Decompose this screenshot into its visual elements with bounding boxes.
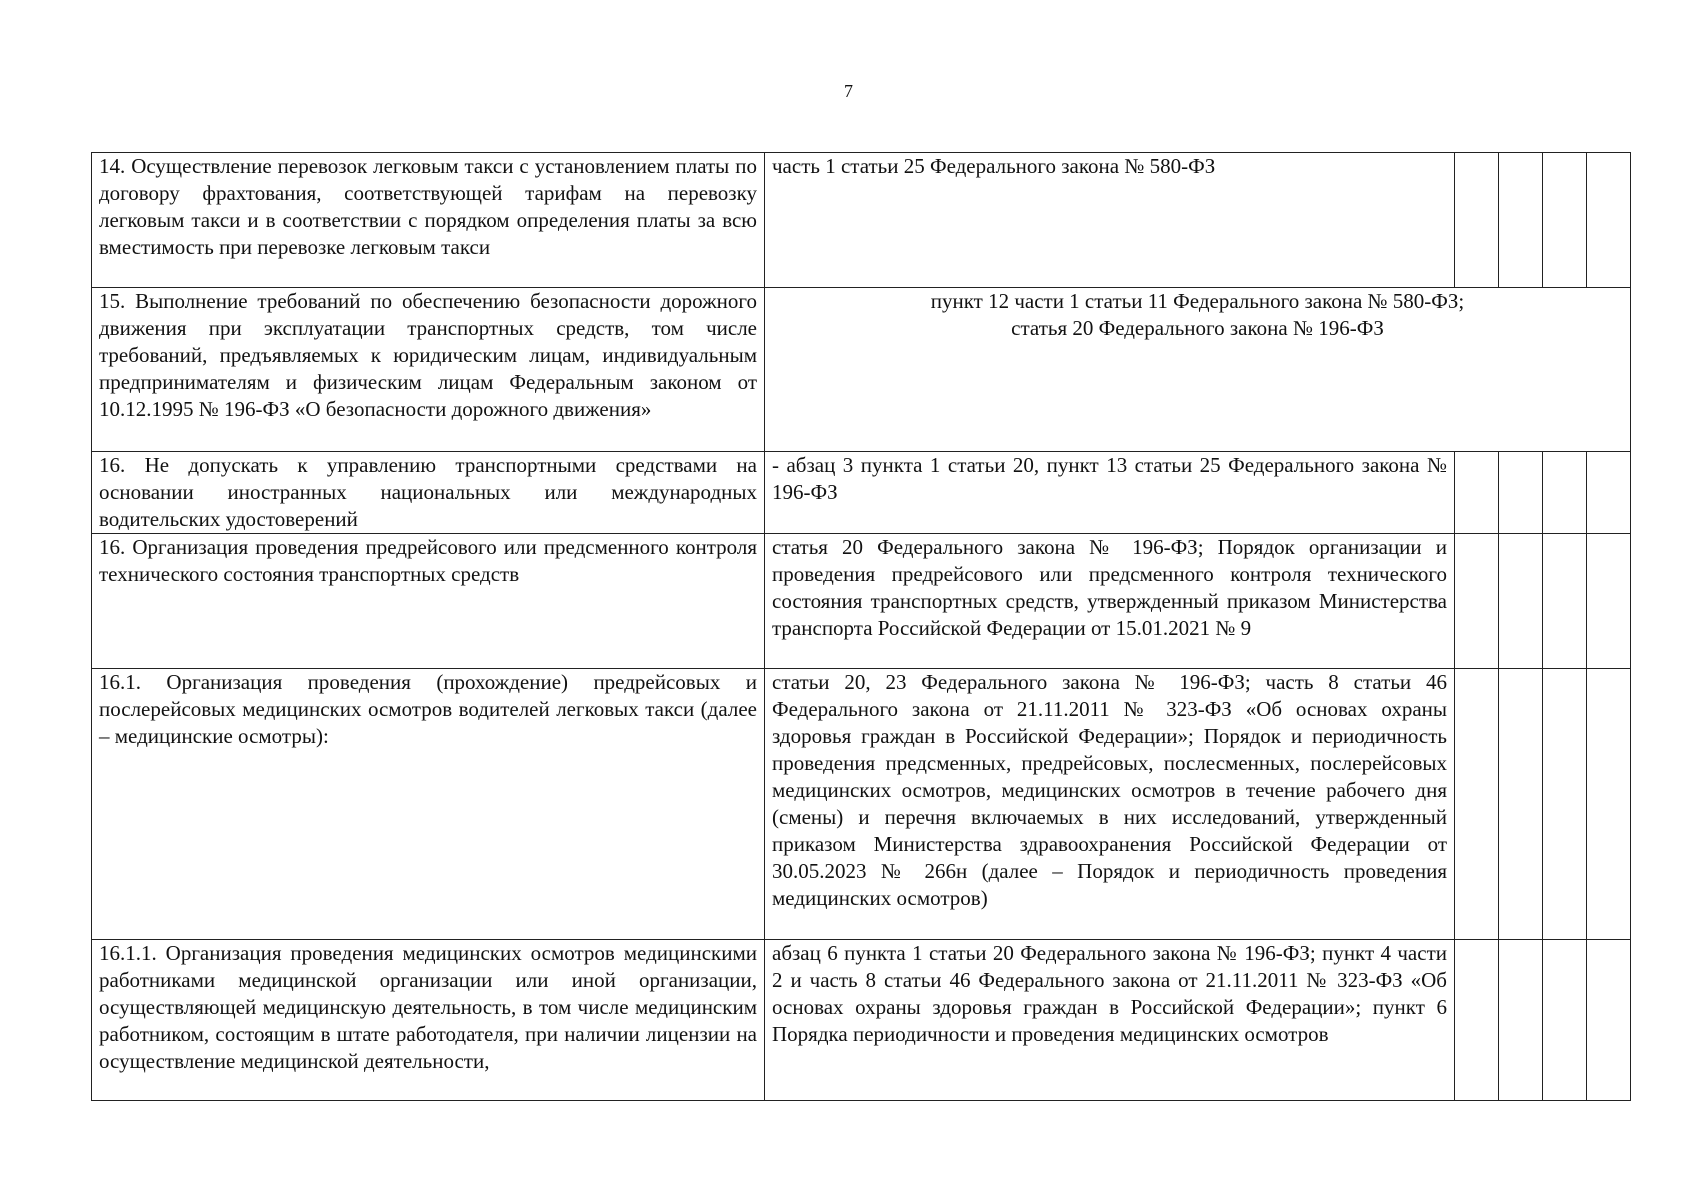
norm-cell: часть 1 статьи 25 Федерального закона № 580-ФЗ [765,153,1455,288]
norm-cell: статья 20 Федерального закона № 196-ФЗ; Порядок организации и проведения предрейсового или предсменного контроля технического состояния транспортных средств, утвержденный приказом Министерства транспорта Российской Федерации от 15.01.2021 № 9 [765,534,1455,669]
requirement-cell: 16. Организация проведения предрейсового или предсменного контроля технического состояния транспортных средств [92,534,765,669]
table-row-16-1-1 [92,940,1631,1101]
answer-not-applicable-cell[interactable] [1543,940,1587,1101]
answer-no-cell[interactable] [1499,669,1543,940]
answer-note-cell[interactable] [1587,669,1631,940]
norm-cell: - абзац 3 пункта 1 статьи 20, пункт 13 статьи 25 Федерального закона № 196-ФЗ [765,452,1455,534]
answer-yes-cell[interactable] [1455,534,1499,669]
answer-no-cell[interactable] [1499,452,1543,534]
answer-no-cell[interactable] [1499,940,1543,1101]
answer-yes-cell[interactable] [1455,669,1499,940]
answer-note-cell[interactable] [1587,153,1631,288]
requirement-cell: 16.1. Организация проведения (прохождение) предрейсовых и послерейсовых медицинских осмотров водителей легковых такси (далее – медицинские осмотры): [92,669,765,940]
answer-yes-cell[interactable] [1455,153,1499,288]
norm-cell: абзац 6 пункта 1 статьи 20 Федерального закона № 196-ФЗ; пункт 4 части 2 и часть 8 статьи 46 Федерального закона от 21.11.2011 № 323-ФЗ «Об основах охраны здоровья граждан в Российской Федерации»; пункт 6 Порядка периодичности и проведения медицинских осмотров [765,940,1455,1101]
requirement-cell: 16.1.1. Организация проведения медицинских осмотров медицинскими работниками медицинской организации или иной организации, осуществляющей медицинскую деятельность, в том числе медицинским работником, состоящим в штате работодателя, при наличии лицензии на осуществление медицинской деятельности, [92,940,765,1101]
answer-not-applicable-cell[interactable] [1543,452,1587,534]
checklist-table [91,152,1631,1101]
norm-line: статья 20 Федерального закона № 196-ФЗ [1011,316,1384,340]
answer-not-applicable-cell[interactable] [1543,153,1587,288]
table-row-14 [92,153,1631,288]
answer-no-cell[interactable] [1499,534,1543,669]
answer-no-cell[interactable] [1499,153,1543,288]
answer-note-cell[interactable] [1587,534,1631,669]
table-row-16-licenses [92,452,1631,534]
requirement-cell: 16. Не допускать к управлению транспортными средствами на основании иностранных национальных или международных водительских удостоверений [92,452,765,534]
norm-line: пункт 12 части 1 статьи 11 Федерального закона № 580-ФЗ; [930,289,1465,313]
answer-note-cell[interactable] [1587,452,1631,534]
answer-not-applicable-cell[interactable] [1543,669,1587,940]
table-row-16-1 [92,669,1631,940]
answer-yes-cell[interactable] [1455,940,1499,1101]
answer-yes-cell[interactable] [1455,452,1499,534]
norm-cell: статьи 20, 23 Федерального закона № 196-ФЗ; часть 8 статьи 46 Федерального закона от 21.11.2011 № 323-ФЗ «Об основах охраны здоровья граждан в Российской Федерации»; Порядок и периодичность проведения предсменных, предрейсовых, послесменных, послерейсовых медицинских осмотров, медицинских осмотров в течение рабочего дня (смены) и перечня включаемых в них исследований, утвержденный приказом Министерства здравоохранения Российской Федерации от 30.05.2023 № 266н (далее – Порядок и периодичность проведения медицинских осмотров) [765,669,1455,940]
norm-cell-merged [765,288,1631,452]
table-row-16-technical-control [92,534,1631,669]
page-number: 7 [844,81,853,101]
requirement-cell: 14. Осуществление перевозок легковым такси с установлением платы по договору фрахтования, соответствующей тарифам на перевозку легковым такси и в соответствии с порядком определения платы за всю вместимость при перевозке легковым такси [92,153,765,288]
requirement-cell: 15. Выполнение требований по обеспечению безопасности дорожного движения при эксплуатации транспортных средств, том числе требований, предъявляемых к юридическим лицам, индивидуальным предпринимателям и физическим лицам Федеральным законом от 10.12.1995 № 196-ФЗ «О безопасности дорожного движения» [92,288,765,452]
table-row-15 [92,288,1631,452]
answer-not-applicable-cell[interactable] [1543,534,1587,669]
answer-note-cell[interactable] [1587,940,1631,1101]
